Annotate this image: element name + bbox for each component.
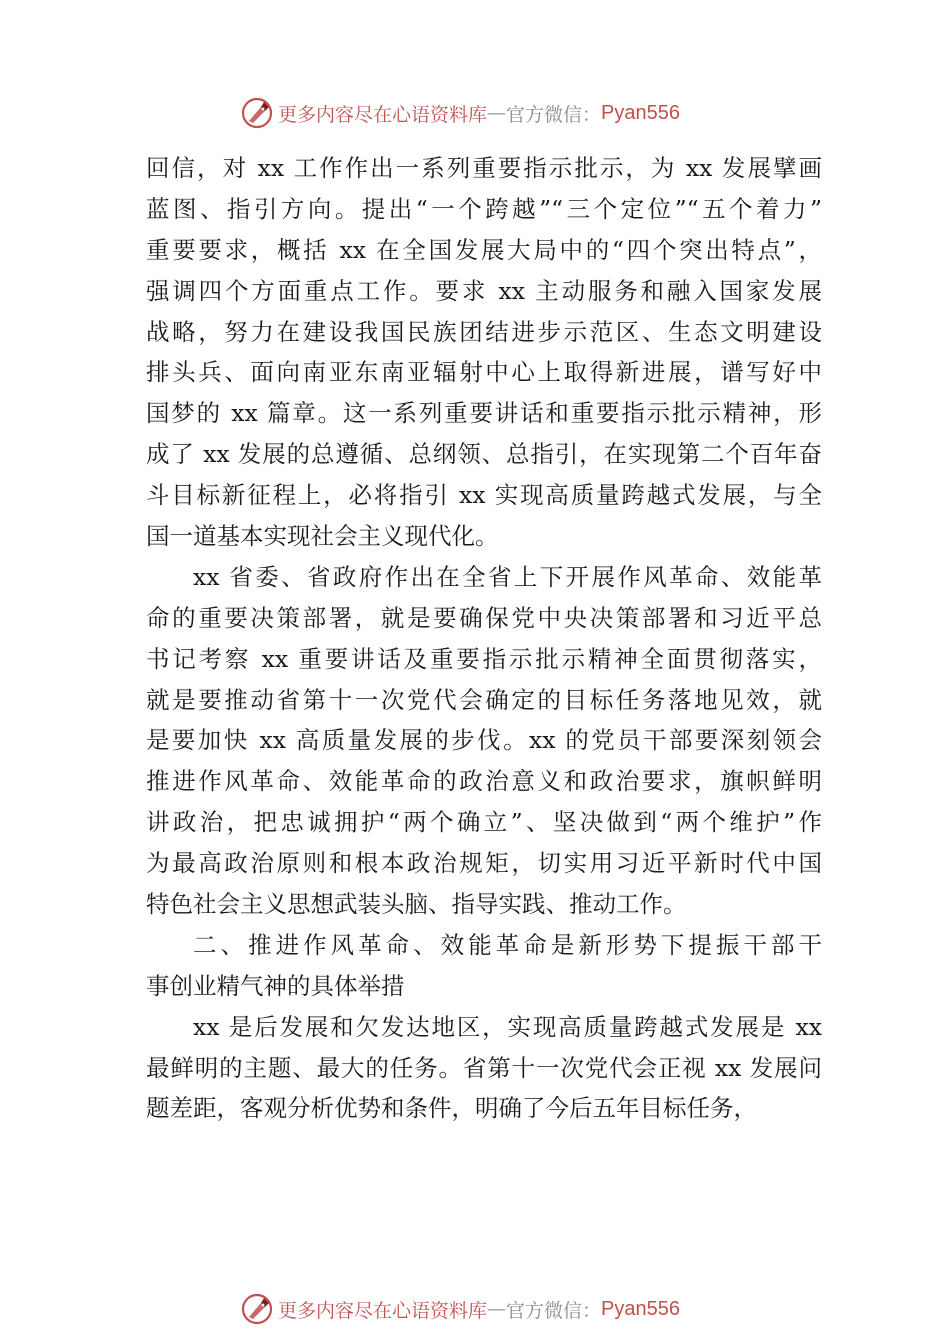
section-heading-continued: 事创业精气神的具体举措 [146, 971, 405, 1000]
body-line: 重要要求，概括 xx 在全国发展大局中的“四个突出特点”， [146, 235, 822, 264]
body-line: 是要加快 xx 高质量发展的步伐。xx 的党员干部要深刻领会 [146, 726, 822, 755]
body-line: 蓝图、指引方向。提出“一个跨越”“三个定位”“五个着力” [146, 194, 822, 223]
body-line: 最鲜明的主题、最大的任务。省第十一次党代会正视 xx 发展问 [146, 1053, 822, 1082]
body-line: 战略，努力在建设我国民族团结进步示范区、生态文明建设 [146, 317, 822, 346]
watermark-label: 官方微信： [506, 1299, 602, 1322]
body-line: 书记考察 xx 重要讲话及重要指示批示精神全面贯彻落实， [146, 644, 822, 673]
watermark-separator: — [487, 1298, 507, 1320]
body-line: 就是要推动省第十一次党代会确定的目标任务落地见效，就 [146, 685, 822, 714]
document-body [146, 148, 822, 1129]
footer-watermark [240, 1289, 760, 1329]
paragraph-start-line: xx 省委、省政府作出在全省上下开展作风革命、效能革 [193, 562, 822, 591]
pen-nib-logo-icon [240, 96, 274, 130]
watermark-label: 官方微信： [506, 103, 602, 126]
body-line: 斗目标新征程上，必将指引 xx 实现高质量跨越式发展，与全 [146, 481, 822, 510]
body-line: 回信，对 xx 工作作出一系列重要指示批示，为 xx 发展擘画 [146, 154, 822, 182]
body-line: 为最高政治原则和根本政治规矩，切实用习近平新时代中国 [146, 849, 822, 878]
body-line: 国梦的 xx 篇章。这一系列重要讲话和重要指示批示精神，形 [146, 399, 822, 428]
watermark-wechat-id: Pyan556 [601, 1297, 680, 1320]
body-line: 讲政治，把忠诚拥护“两个确立”、坚决做到“两个维护”作 [146, 808, 822, 837]
body-line: 强调四个方面重点工作。要求 xx 主动服务和融入国家发展 [146, 276, 822, 305]
watermark-brand: 更多内容尽在心语资料库 [278, 1299, 488, 1322]
watermark-wechat-id: Pyan556 [601, 101, 680, 124]
body-line: 特色社会主义思想武装头脑、指导实践、推动工作。 [146, 890, 687, 919]
body-line: 排头兵、面向南亚东南亚辐射中心上取得新进展，谱写好中 [146, 358, 822, 387]
paragraph-start-line: xx 是后发展和欠发达地区，实现高质量跨越式发展是 xx [193, 1012, 822, 1041]
section-heading: 二、推进作风革命、效能革命是新形势下提振干部干 [193, 930, 822, 959]
body-line: 题差距，客观分析优势和条件，明确了今后五年目标任务， [146, 1094, 757, 1123]
body-line: 命的重要决策部署，就是要确保党中央决策部署和习近平总 [146, 603, 822, 632]
pen-nib-logo-icon [240, 1292, 274, 1326]
header-watermark [240, 93, 760, 133]
body-line: 国一道基本实现社会主义现代化。 [146, 522, 499, 551]
body-line: 成了 xx 发展的总遵循、总纲领、总指引，在实现第二个百年奋 [146, 440, 822, 469]
watermark-brand: 更多内容尽在心语资料库 [278, 103, 488, 126]
body-line: 推进作风革命、效能革命的政治意义和政治要求，旗帜鲜明 [146, 767, 822, 796]
watermark-separator: — [487, 102, 507, 124]
